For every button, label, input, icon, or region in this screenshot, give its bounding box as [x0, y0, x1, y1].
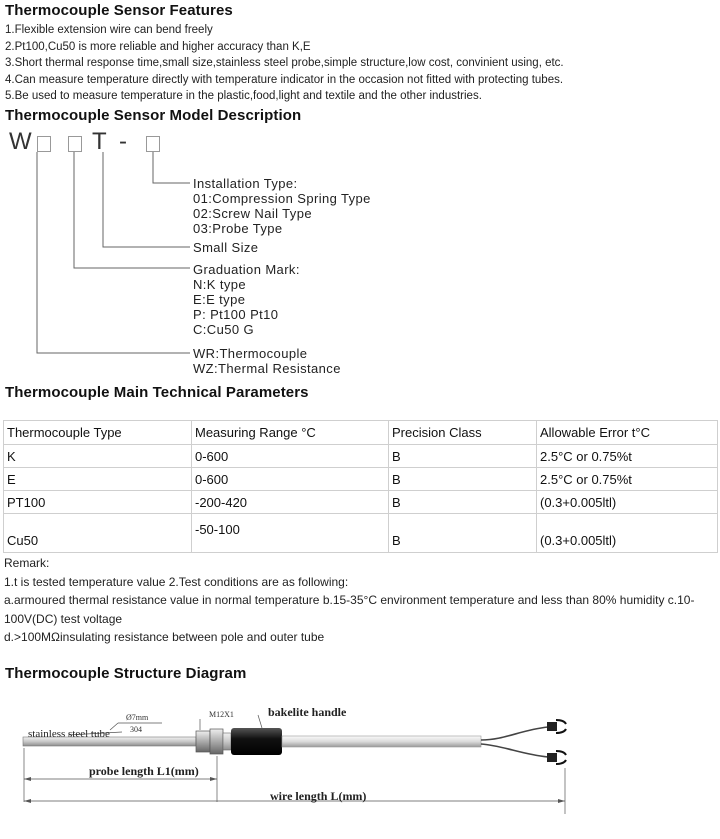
- braided-wire: [282, 736, 481, 747]
- table-cell: B: [389, 445, 537, 468]
- small-size-label: Small Size: [193, 240, 259, 255]
- features-list: [5, 22, 564, 105]
- sensor-type-block: [193, 346, 341, 376]
- thread-fitting: [196, 731, 210, 752]
- table-cell: 2.5°C or 0.75%t: [537, 468, 718, 491]
- table-cell: Cu50: [4, 514, 192, 553]
- fork-terminal-icon: [556, 720, 566, 733]
- table-cell: 0-600: [192, 445, 389, 468]
- table-cell: -200-420: [192, 491, 389, 514]
- remark-line: a.armoured thermal resistance value in normal temperature b.15-35°C environment temperature and less than 80% humidity c.10-: [4, 593, 695, 607]
- installation-type-block: [193, 176, 371, 236]
- thread-label: M12X1: [209, 710, 234, 719]
- model-title: Thermocouple Sensor Model Description: [5, 107, 302, 124]
- code-dash: -: [119, 128, 127, 155]
- lead-terminal: [547, 722, 557, 731]
- table-cell: 2.5°C or 0.75%t: [537, 445, 718, 468]
- table-header-cell: Precision Class: [389, 421, 537, 445]
- graduation-mark-item: P: Pt100 Pt10: [193, 307, 279, 322]
- feature-item: 5.Be used to measure temperature in the plastic,food,light and textile and the other industries.: [5, 90, 482, 102]
- sensor-type-item: WZ:Thermal Resistance: [193, 361, 341, 376]
- structure-title: Thermocouple Structure Diagram: [5, 665, 247, 682]
- bakelite-handle: [231, 728, 282, 755]
- installation-type-title: Installation Type:: [193, 176, 298, 191]
- table-cell: B: [389, 514, 537, 553]
- graduation-mark-item: N:K type: [193, 277, 247, 292]
- table-cell: B: [389, 468, 537, 491]
- material-label: 304: [130, 725, 142, 734]
- graduation-mark-item: C:Cu50 G: [193, 322, 255, 337]
- table-cell: K: [4, 445, 192, 468]
- table-row: [4, 468, 718, 491]
- remark-block: [4, 554, 694, 647]
- graduation-mark-block: [193, 262, 300, 337]
- table-cell: (0.3+0.005ltl): [537, 491, 718, 514]
- graduation-mark-title: Graduation Mark:: [193, 262, 300, 277]
- feature-item: 3.Short thermal response time,small size,stainless steel probe,simple structure,low cost, convinient using, etc.: [5, 57, 564, 69]
- table-header-cell: Thermocouple Type: [4, 421, 192, 445]
- remark-line: d.>100MΩinsulating resistance between pole and outer tube: [4, 630, 325, 644]
- feature-item: 1.Flexible extension wire can bend freely: [5, 24, 213, 36]
- feature-item: 2.Pt100,Cu50 is more reliable and higher accuracy than K,E: [5, 40, 311, 53]
- table-row: [4, 514, 718, 553]
- table-cell: PT100: [4, 491, 192, 514]
- table-header-cell: Measuring Range °C: [192, 421, 389, 445]
- table-cell: (0.3+0.005ltl): [537, 514, 718, 553]
- diameter-label: Ø7mm: [126, 713, 149, 722]
- params-table: [3, 420, 718, 553]
- fork-terminal-icon: [556, 751, 566, 764]
- handle-label: bakelite handle: [268, 705, 347, 719]
- features-title: Thermocouple Sensor Features: [5, 2, 233, 19]
- sensor-type-item: WR:Thermocouple: [193, 346, 308, 361]
- installation-type-item: 03:Probe Type: [193, 221, 283, 236]
- code-letter-w: W: [9, 128, 32, 155]
- feature-item: 4.Can measure temperature directly with temperature indicator in the occasion not fitted with protecting tubes.: [5, 73, 564, 86]
- table-cell: 0-600: [192, 468, 389, 491]
- probe-length-label: probe length L1(mm): [89, 764, 199, 778]
- installation-type-item: 02:Screw Nail Type: [193, 206, 312, 221]
- table-header-cell: Allowable Error t°C: [537, 421, 718, 445]
- structure-diagram: [0, 690, 720, 839]
- table-cell: E: [4, 468, 192, 491]
- table-header-row: [4, 421, 718, 445]
- tube-label: stainless steel tube: [28, 728, 110, 740]
- table-row: [4, 491, 718, 514]
- table-cell: -50-100: [192, 514, 389, 553]
- remark-line: 1.t is tested temperature value 2.Test conditions are as following:: [4, 574, 349, 589]
- code-letter-t: T: [92, 128, 107, 155]
- table-cell: B: [389, 491, 537, 514]
- params-title: Thermocouple Main Technical Parameters: [5, 384, 309, 401]
- model-connector-lines: [0, 150, 200, 360]
- installation-type-item: 01:Compression Spring Type: [193, 191, 371, 206]
- hex-nut: [210, 729, 223, 754]
- remark-label: Remark:: [4, 556, 50, 570]
- wire-length-label: wire length L(mm): [270, 789, 367, 803]
- graduation-mark-item: E:E type: [193, 292, 246, 307]
- table-row: [4, 445, 718, 468]
- lead-terminal: [547, 753, 557, 762]
- remark-line: 100V(DC) test voltage: [4, 611, 123, 626]
